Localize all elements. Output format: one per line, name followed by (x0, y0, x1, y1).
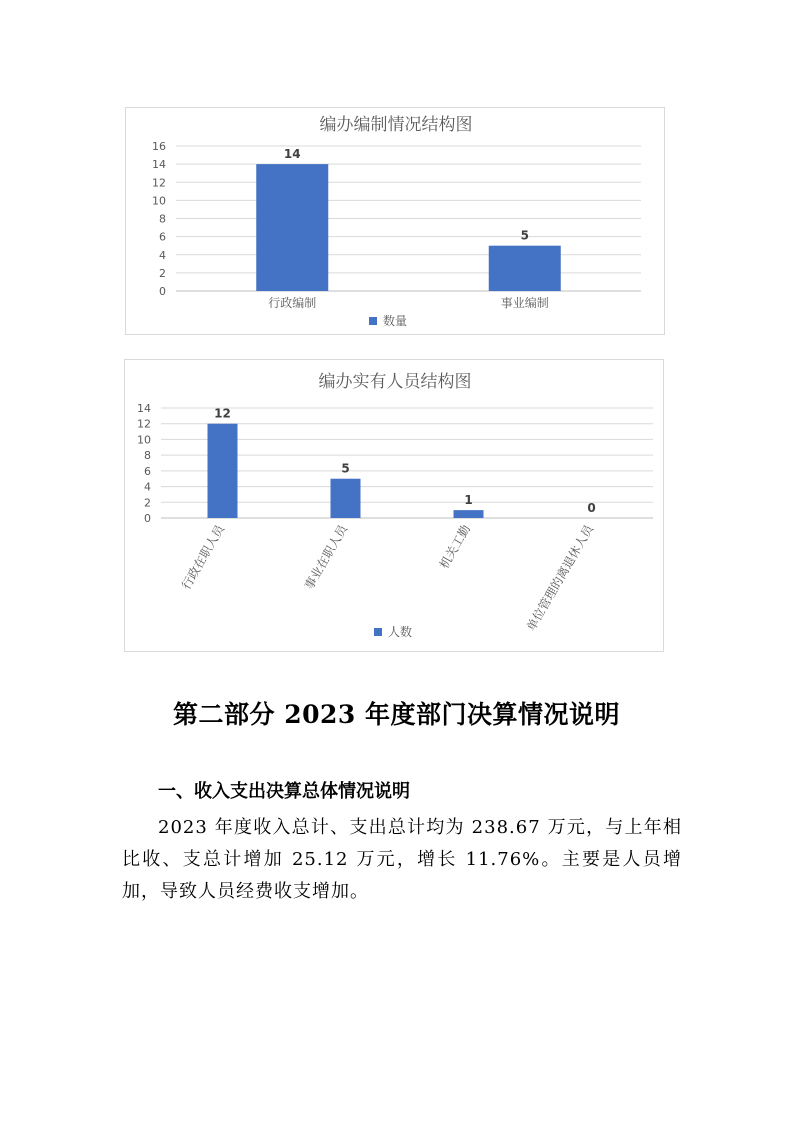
category-label: 机关工勤 (436, 522, 474, 572)
y-tick-label: 4 (144, 480, 151, 494)
y-tick-label: 8 (144, 449, 151, 463)
category-label: 事业编制 (500, 296, 549, 310)
data-label: 0 (587, 501, 596, 515)
y-tick-label: 4 (159, 248, 166, 262)
bar (256, 164, 328, 291)
staffing-quota-chart-svg (126, 108, 666, 336)
legend-label: 数量 (383, 314, 408, 328)
y-tick-label: 6 (159, 230, 166, 244)
summary-paragraph: 2023 年度收入总计、支出总计均为 238.67 万元，与上年相比收、支总计增加 25.12 万元，增长 11.76%。主要是人员增加，导致人员经费收支增加。 (122, 817, 682, 902)
y-tick-label: 14 (137, 402, 151, 415)
staffing-quota-chart (125, 107, 665, 335)
data-label: 14 (283, 147, 301, 162)
y-tick-label: 12 (137, 417, 151, 431)
sub-heading: 一、收入支出决算总体情况说明 (158, 781, 410, 802)
bar (208, 424, 238, 518)
y-tick-label: 0 (159, 285, 166, 298)
legend (369, 313, 407, 328)
y-tick-label: 12 (152, 176, 166, 190)
y-tick-label: 0 (144, 512, 151, 525)
data-label: 5 (341, 461, 350, 476)
bar (454, 510, 484, 518)
data-label: 5 (520, 228, 529, 243)
bar (489, 246, 561, 291)
actual-staff-chart-svg (125, 360, 665, 653)
y-tick-label: 8 (159, 212, 166, 226)
y-tick-label: 2 (144, 496, 151, 510)
category-label: 单位管理的离退休人员 (523, 522, 597, 634)
category-label: 事业在职人员 (301, 522, 351, 592)
bar (331, 479, 361, 518)
category-label: 行政在职人员 (178, 522, 228, 592)
legend-swatch (374, 628, 382, 636)
actual-staff-chart (124, 359, 664, 652)
data-label: 1 (464, 493, 473, 508)
y-tick-label: 10 (152, 194, 166, 208)
y-tick-label: 6 (144, 464, 151, 478)
y-tick-label: 10 (137, 433, 151, 447)
legend (374, 624, 412, 639)
chart-title: 编办编制情况结构图 (319, 115, 473, 135)
data-label: 12 (214, 406, 231, 421)
y-tick-label: 16 (152, 140, 166, 153)
y-tick-label: 2 (159, 266, 166, 280)
category-label: 行政编制 (268, 296, 317, 310)
chart-title: 编办实有人员结构图 (318, 372, 472, 392)
legend-label: 人数 (388, 625, 413, 639)
y-tick-label: 14 (152, 158, 166, 172)
section-title: 第二部分 2023 年度部门决算情况说明 (173, 700, 620, 729)
legend-swatch (369, 317, 377, 325)
